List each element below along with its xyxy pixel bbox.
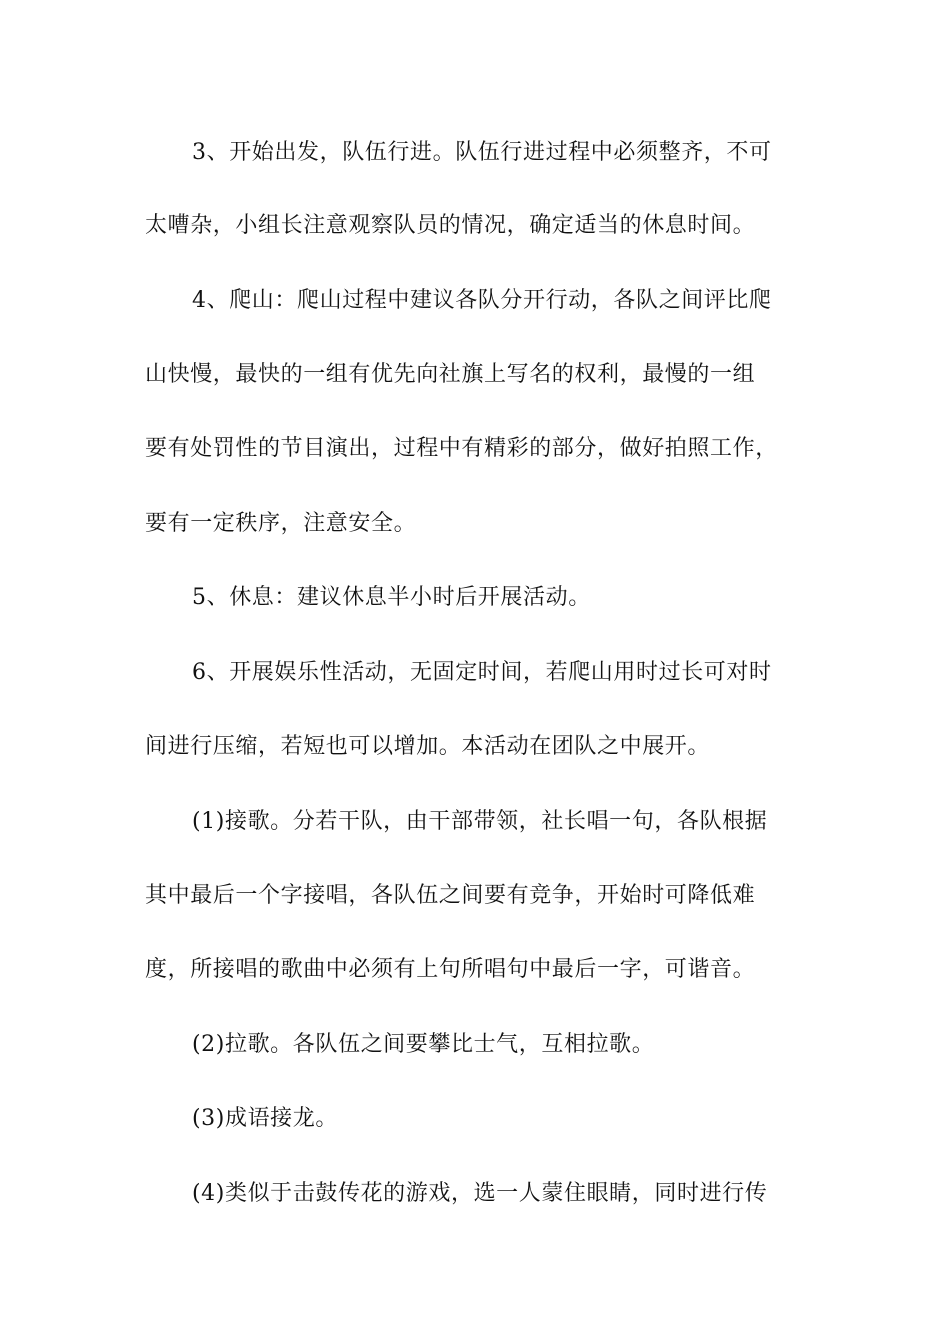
paragraph-line: (3)成语接龙。 <box>192 1106 338 1131</box>
paragraph-line: 要有一定秩序，注意安全。 <box>145 511 417 536</box>
paragraph-line: 间进行压缩，若短也可以增加。本活动在团队之中展开。 <box>145 734 711 759</box>
paragraph-line: (1)接歌。分若干队，由干部带领，社长唱一句，各队根据 <box>192 809 768 834</box>
paragraph-line: (2)拉歌。各队伍之间要攀比士气，互相拉歌。 <box>192 1032 655 1057</box>
paragraph-line: (4)类似于击鼓传花的游戏，选一人蒙住眼睛，同时进行传 <box>192 1181 768 1206</box>
paragraph-line: 度，所接唱的歌曲中必须有上句所唱句中最后一字，可谐音。 <box>145 957 756 982</box>
paragraph-line: 太嘈杂，小组长注意观察队员的情况，确定适当的休息时间。 <box>145 213 756 238</box>
paragraph-line: 其中最后一个字接唱，各队伍之间要有竞争，开始时可降低难 <box>145 883 756 908</box>
paragraph-line: 要有处罚性的节目演出，过程中有精彩的部分，做好拍照工作， <box>145 436 778 461</box>
paragraph-line: 4、爬山：爬山过程中建议各队分开行动，各队之间评比爬 <box>192 288 772 313</box>
paragraph-line: 3、开始出发，队伍行进。队伍行进过程中必须整齐，不可 <box>192 140 772 165</box>
paragraph-line: 6、开展娱乐性活动，无固定时间，若爬山用时过长可对时 <box>192 660 772 685</box>
paragraph-line: 5、休息：建议休息半小时后开展活动。 <box>192 585 591 610</box>
paragraph-line: 山快慢，最快的一组有优先向社旗上写名的权利，最慢的一组 <box>145 362 756 387</box>
